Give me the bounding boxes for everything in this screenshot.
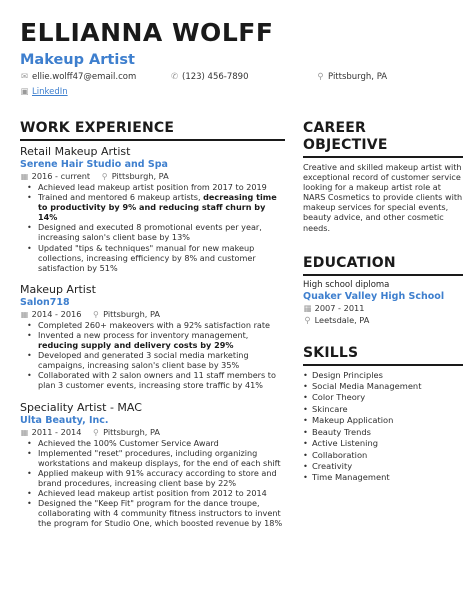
- skill-item: • Color Theory: [303, 392, 463, 403]
- company-name: Salon718: [20, 296, 70, 308]
- location-text: Pittsburgh, PA: [328, 72, 388, 82]
- job-bullets: [20, 320, 285, 391]
- job-entry: [20, 283, 285, 391]
- job-dates: 2016 - current: [31, 171, 91, 181]
- location-pin-icon: ⚲: [93, 309, 99, 319]
- location-contact: [316, 72, 387, 82]
- job-title: Speciality Artist - MAC: [20, 400, 142, 414]
- section-title-work: WORK EXPERIENCE: [20, 120, 285, 141]
- objective-text: Creative and skilled makeup artist with exceptional record of customer service looking for a makeup artist role at NARS Cosmetics to provide clients with makeup services for special events, beauty advice, and other cosmetic needs.: [303, 162, 463, 233]
- calendar-icon: ▦: [20, 427, 29, 437]
- company-name: Ulta Beauty, Inc.: [20, 414, 109, 426]
- bullet-item: • Achieved the 100% Customer Service Award: [20, 438, 285, 448]
- skill-item: • Beauty Trends: [303, 427, 463, 438]
- bullet-item: • Completed 260+ makeovers with a 92% satisfaction rate: [20, 320, 285, 330]
- calendar-icon: ▦: [303, 303, 312, 314]
- resume-name: ELLIANNA WOLFF: [20, 18, 274, 47]
- phone-text: (123) 456-7890: [182, 72, 249, 82]
- job-meta: [20, 309, 285, 320]
- skill-item: • Makeup Application: [303, 415, 463, 426]
- envelope-icon: ✉: [20, 72, 29, 82]
- bullet-item: • Implemented "reset" procedures, including organizing workstations and makeup displays, for the end of each shift: [20, 448, 285, 468]
- email-text[interactable]: ellie.wolff47@email.com: [32, 72, 137, 82]
- job-dates: 2014 - 2016: [31, 308, 82, 319]
- bullet-item: • Achieved lead makeup artist position from 2012 to 2014: [20, 488, 285, 498]
- calendar-icon: ▦: [20, 309, 29, 319]
- bullet-item: • Invented a new process for inventory management, reducing supply and delivery costs by 29%: [20, 330, 285, 350]
- job-entry: [20, 145, 285, 273]
- bullet-item: • Designed the "Keep Fit" program for the dance troupe, collaborating with 4 community fitness instructors to invent the program for Studio One, which boosted revenue by 18%: [20, 498, 285, 528]
- job-meta: [20, 427, 285, 438]
- education-dates: ▦ 2007 - 2011: [303, 302, 365, 314]
- job-location: Pittsburgh, PA: [103, 426, 160, 437]
- education-degree: High school diploma: [303, 279, 390, 290]
- job-location: Pittsburgh, PA: [111, 171, 169, 181]
- section-title-objective: CAREER OBJECTIVE: [303, 120, 463, 158]
- company-name: Serene Hair Studio and Spa: [20, 159, 168, 170]
- job-entry: [20, 401, 285, 529]
- location-pin-icon: ⚲: [93, 427, 99, 437]
- sidebar-column: [303, 120, 463, 484]
- job-location: Pittsburgh, PA: [103, 308, 160, 319]
- skill-item: • Design Principles: [303, 370, 463, 381]
- location-pin-icon: ⚲: [101, 172, 108, 181]
- linkedin-icon: ▣: [20, 87, 29, 97]
- skill-item: • Social Media Management: [303, 381, 463, 392]
- linkedin-link[interactable]: LinkedIn: [32, 87, 68, 97]
- bullet-item: • Achieved lead makeup artist position from 2017 to 2019: [20, 182, 285, 192]
- job-title: Retail Makeup Artist: [20, 145, 131, 158]
- job-bullets: [20, 182, 285, 273]
- job-dates: 2011 - 2014: [31, 426, 82, 437]
- skill-item: • Skincare: [303, 404, 463, 415]
- calendar-icon: ▦: [20, 172, 29, 181]
- section-title-skills: SKILLS: [303, 345, 463, 366]
- bullet-item: • Collaborated with 2 salon owners and 11 staff members to plan 3 customer events, increasing store traffic by 41%: [20, 370, 285, 390]
- phone-icon: ✆: [170, 72, 179, 82]
- job-title: Makeup Artist: [20, 282, 96, 296]
- job-meta: [20, 171, 285, 182]
- phone-contact: [170, 72, 248, 82]
- bullet-item: • Designed and executed 8 promotional events per year, increasing salon's client base by 13%: [20, 222, 285, 242]
- location-pin-icon: ⚲: [317, 72, 324, 82]
- section-title-education: EDUCATION: [303, 255, 463, 276]
- bullet-item: • Trained and mentored 6 makeup artists, decreasing time to productivity by 9% and reducing staff churn by 14%: [20, 192, 285, 222]
- skill-item: • Time Management: [303, 472, 463, 483]
- resume-role: Makeup Artist: [20, 52, 135, 68]
- location-pin-icon: ⚲: [304, 315, 311, 326]
- education-school: Quaker Valley High School: [303, 290, 445, 302]
- bullet-item: • Applied makeup with 91% accuracy according to store and brand procedures, increasing client base by 22%: [20, 468, 285, 488]
- work-experience-section: [20, 120, 285, 528]
- email-contact: [20, 72, 136, 82]
- linkedin-contact: [20, 87, 68, 97]
- skills-list: [303, 370, 463, 484]
- bullet-item: • Updated "tips & techniques" manual for new makeup collections, increasing efficiency by 8% and customer satisfaction by 51%: [20, 243, 285, 273]
- skill-item: • Active Listening: [303, 438, 463, 449]
- job-bullets: [20, 438, 285, 529]
- bullet-item: • Developed and generated 3 social media marketing campaigns, increasing salon's client base by 35%: [20, 350, 285, 370]
- education-location: ⚲ Leetsdale, PA: [304, 314, 370, 326]
- skill-item: • Creativity: [303, 461, 463, 472]
- skill-item: • Collaboration: [303, 450, 463, 461]
